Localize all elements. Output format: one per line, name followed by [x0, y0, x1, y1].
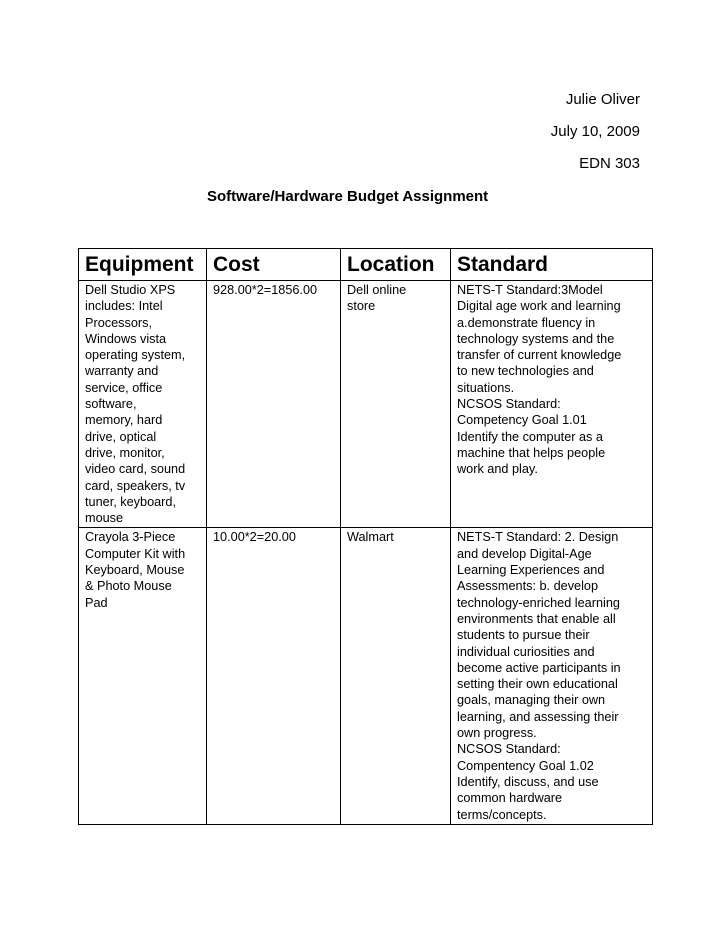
cost-cell: 10.00*2=20.00: [207, 528, 341, 824]
author-header: [551, 84, 640, 180]
column-header-equipment: Equipment: [79, 249, 207, 281]
table-row: [79, 281, 653, 528]
standard-cell: NETS-T Standard: 2. Design and develop Digital-Age Learning Experiences and Assessments: b. develop technology-enriched learning environments that enable all students to pursue their individual curiosities and become active participants in setting their own educational goals, managing their own learning, and assessing their own progress. NCSOS Standard: Compentency Goal 1.02 Identify, discuss, and use common hardware terms/concepts.: [451, 528, 653, 824]
location-cell: Walmart: [341, 528, 451, 824]
table-row: [79, 528, 653, 824]
budget-table: [78, 248, 653, 825]
document-date: July 10, 2009: [550, 123, 640, 140]
equipment-cell: Crayola 3-Piece Computer Kit with Keyboard, Mouse & Photo Mouse Pad: [79, 528, 207, 824]
column-header-location: Location: [341, 249, 451, 281]
standard-cell: NETS-T Standard:3Model Digital age work and learning a.demonstrate fluency in technology systems and the transfer of current knowledge to new technologies and situations. NCSOS Standard: Competency Goal 1.01 Identify the computer as a machine that helps people work and play.: [451, 281, 653, 528]
course-code: EDN 303: [579, 155, 640, 172]
cost-cell: 928.00*2=1856.00: [207, 281, 341, 528]
column-header-cost: Cost: [207, 249, 341, 281]
equipment-cell: Dell Studio XPS includes: Intel Processors, Windows vista operating system, warranty and service, office software, memory, hard drive, optical drive, monitor, video card, sound card, speakers, tv tuner, keyboard, mouse: [79, 281, 207, 528]
table-header-row: [79, 249, 653, 281]
author-name: Julie Oliver: [565, 91, 640, 108]
location-cell: Dell online store: [341, 281, 451, 528]
column-header-standard: Standard: [451, 249, 653, 281]
page-title: Software/Hardware Budget Assignment: [207, 188, 489, 205]
